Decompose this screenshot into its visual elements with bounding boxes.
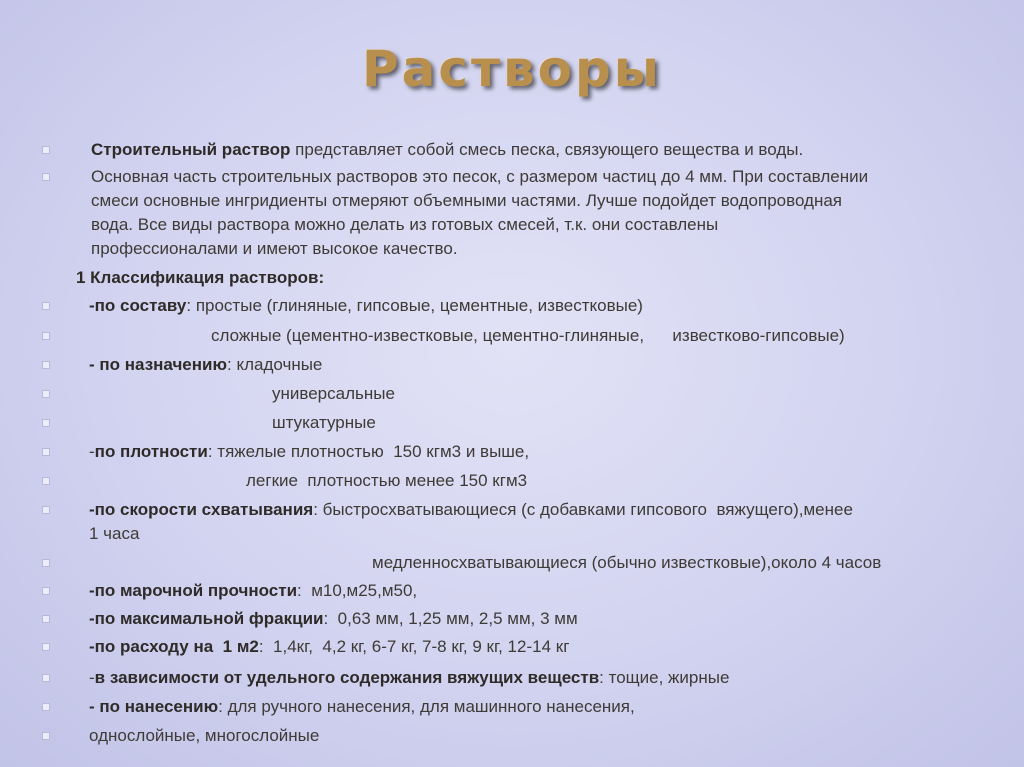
category-label: по плотности [94,442,208,461]
bullet-icon [42,390,50,398]
bullet-icon [42,732,50,740]
category-label: -по составу [89,296,187,315]
slide-title: Растворы [361,40,662,98]
bullet-icon [42,703,50,711]
list-item [0,606,1000,633]
category-values: 1 часа [89,524,140,543]
paragraph-line: Основная часть строительных растворов это песок, с размером частиц до 4 мм. При составлении [91,167,869,186]
section-heading-row [0,265,1000,292]
list-item [0,497,1000,524]
wrapped-line-row [0,521,1000,548]
bullet-icon [42,643,50,651]
paragraph-line-row [0,188,1000,215]
bullet-icon [42,448,50,456]
list-item [0,410,1000,437]
list-item [0,439,1000,466]
paragraph-line: вода. Все виды раствора можно делать из готовых смесей, т.к. они составлены [91,215,719,234]
category-label: -по скорости схватывания [89,500,314,519]
bullet-icon [42,587,50,595]
category-label: - по нанесению [89,697,219,716]
bullet-icon [42,361,50,369]
list-item [0,550,1000,577]
bullet-icon [42,302,50,310]
list-item [0,723,1000,750]
category-values: легкие плотностью менее 150 кгм3 [246,471,528,490]
category-label: -по максимальной фракции [89,609,324,628]
section-heading: 1 Классификация растворов: [76,268,325,287]
category-values: : тощие, жирные [599,668,730,687]
category-values: : быстросхватывающиеся (с добавками гипсового вяжущего),менее [313,500,853,519]
item-text [91,137,803,163]
category-values: штукатурные [272,413,376,432]
category-values: : м10,м25,м50, [297,581,418,600]
list-item [0,137,1000,164]
category-values: сложные (цементно-известковые, цементно-глиняные, известково-гипсовые) [211,326,845,345]
category-values: медленносхватывающиеся (обычно известковые),около 4 часов [372,553,882,572]
category-values: : для ручного нанесения, для машинного нанесения, [218,697,635,716]
category-prefix: - [89,668,95,687]
bullet-icon [42,419,50,427]
paragraph-line-row [0,236,1000,263]
category-values: : 0,63 мм, 1,25 мм, 2,5 мм, 3 мм [323,609,578,628]
list-item [0,468,1000,495]
category-prefix: - [89,442,95,461]
bullet-icon [42,674,50,682]
category-values: : 1,4кг, 4,2 кг, 6-7 кг, 7-8 кг, 9 кг, 12-14 кг [258,637,570,656]
bullet-icon [42,477,50,485]
term-label: Строительный раствор [91,140,291,159]
category-values: : тяжелые плотностью 150 кгм3 и выше, [207,442,530,461]
list-item [0,694,1000,721]
category-label: - по назначению [89,355,228,374]
category-values: универсальные [272,384,395,403]
term-definition: представляет собой смесь песка, связующего вещества и воды. [290,140,804,159]
list-item [0,381,1000,408]
bullet-icon [42,615,50,623]
category-values: однослойные, многослойные [89,726,320,745]
paragraph-line: профессионалами и имеют высокое качество. [91,239,458,258]
bullet-icon [42,173,50,181]
list-item [0,665,1000,692]
bullet-icon [42,559,50,567]
category-values: : кладочные [227,355,323,374]
list-item [0,293,1000,320]
paragraph-line-row [0,212,1000,239]
bullet-icon [42,146,50,154]
list-item [0,634,1000,661]
bullet-icon [42,332,50,340]
category-label: -по марочной прочности [89,581,298,600]
list-item [0,164,1000,191]
category-values: : простые (глиняные, гипсовые, цементные, известковые) [186,296,643,315]
paragraph-line: смеси основные ингридиенты отмеряют объемными частями. Лучше подойдет водопроводная [91,191,842,210]
list-item [0,323,1000,350]
category-label: -по расходу на 1 м2 [89,637,259,656]
bullet-icon [42,506,50,514]
list-item [0,578,1000,605]
category-label: в зависимости от удельного содержания вяжущих веществ [94,668,600,687]
list-item [0,352,1000,379]
